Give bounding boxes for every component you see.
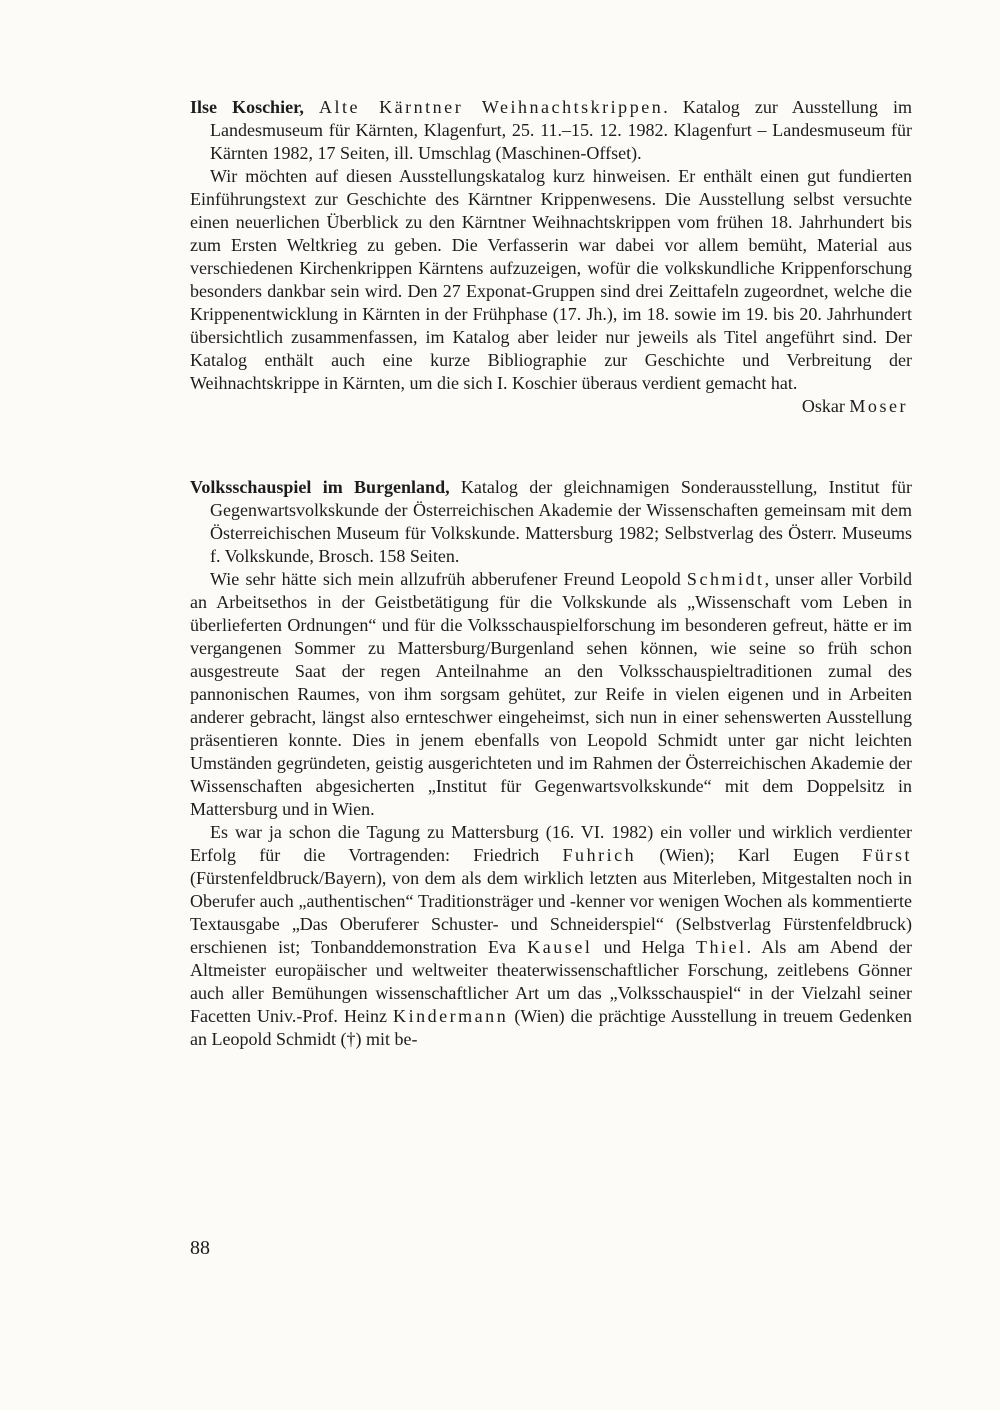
review-paragraph: Es war ja schon die Tagung zu Mattersburg (16. VI. 1982) ein voller und wirklich verdienter Erfolg für die Vortragenden: Friedrich Fuhrich (Wien); Karl Eugen Fürst (Fürstenfeldbruck/Bayern), von dem als dem wirklich letzten aus Miterleben, Mitgestalten noch in Oberufer auch „authentischen“ Traditionsträger und -kenner vor wenigen Wochen als kommentierte Textausgabe „Das Oberuferer Schuster- und Schneiderspiel“ (Selbstverlag Fürstenfeldbruck) erschienen ist; Tonbanddemonstration Eva Kausel und Helga Thiel. Als am Abend der Altmeister europäischer und weltweiter theaterwissenschaftlicher Forschung, zeitlebens Gönner auch aller Bemühungen wissenschaftlicher Art um das „Volksschauspiel“ in der Vielzahl seiner Facetten Univ.-Prof. Heinz Kindermann (Wien) die prächtige Ausstellung in treuem Gedenken an Leopold Schmidt (†) mit be-: [190, 822, 912, 1049]
review-heading: Ilse Koschier, Alte Kärntner Weihnachtskrippen. Katalog zur Ausstellung im Landesmuseum für Kärnten, Klagenfurt, 25. 11.–15. 12. 1982. Klagenfurt – Landesmuseum für Kärnten 1982, 17 Seiten, ill. Umschlag (Maschinen-Offset).: [190, 97, 913, 163]
review-volksschauspiel-burgenland: [190, 476, 912, 1051]
review-heading: Volksschauspiel im Burgenland, Katalog der gleichnamigen Sonderausstellung, Institut für Gegenwartsvolkskunde der Österreichischen Akademie der Wissenschaften gemeinsam mit dem Österreichischen Museum für Volkskunde. Mattersburg 1982; Selbstverlag des Österr. Museums f. Volkskunde, Brosch. 158 Seiten.: [190, 477, 912, 566]
review-koschier-weihnachtskrippen: [190, 96, 912, 418]
review-paragraph: Wie sehr hätte sich mein allzufrüh abberufener Freund Leopold Schmidt, unser aller Vorbild an Arbeitsethos in der Geistbetätigung für die Volkskunde als „Wissenschaft vom Leben in überlieferten Ordnungen“ und für die Volksschauspielforschung im besonderen gefreut, hätte er im vergangenen Sommer zu Mattersburg/Burgenland sehen können, wie seine so früh schon ausgestreute Saat der regen Anteilnahme an den Volksschauspieltraditionen zumal des pannonischen Raumes, von ihm sorgsam gehütet, zur Reife in vielen eigenen und in Arbeiten anderer gebracht, längst also ernteschwer eingeheimst, sich nun in einer sehenswerten Ausstellung präsentieren konnte. Dies in jenem ebenfalls von Leopold Schmidt unter gar nicht leichten Umständen gegründeten, geistig ausgerichteten und im Rahmen der Österreichischen Akademie der Wissenschaften abgesicherten „Institut für Gegenwartsvolkskunde“ mit dem Doppelsitz in Mattersburg und in Wien.: [190, 569, 912, 819]
review-paragraph: Wir möchten auf diesen Ausstellungskatalog kurz hinweisen. Er enthält einen gut fundierten Einführungstext zur Geschichte des Kärntner Krippenwesens. Die Ausstellung selbst versuchte einen neuerlichen Überblick zu den Kärntner Weihnachtskrippen vom frühen 18. Jahrhundert bis zum Ersten Weltkrieg zu geben. Die Verfasserin war dabei vor allem bemüht, Material aus verschiedenen Kirchenkrippen Kärntens aufzuzeigen, wofür die volkskundliche Krippenforschung besonders dankbar sein wird. Den 27 Exponat-Gruppen sind drei Zeittafeln zugeordnet, welche die Krippenentwicklung in Kärnten in der Frühphase (17. Jh.), im 18. sowie im 19. bis 20. Jahrhundert übersichtlich zusammenfassen, im Katalog aber leider nur jeweils als Titel angeführt sind. Der Katalog enthält auch eine kurze Bibliographie zur Geschichte und Verbreitung der Weihnachtskrippe in Kärnten, um die sich I. Koschier überaus verdient gemacht hat.: [190, 166, 912, 393]
text-block: [190, 96, 912, 1051]
reviewer-signature: Oskar Moser: [801, 396, 908, 416]
page-number: 88: [190, 1237, 210, 1259]
